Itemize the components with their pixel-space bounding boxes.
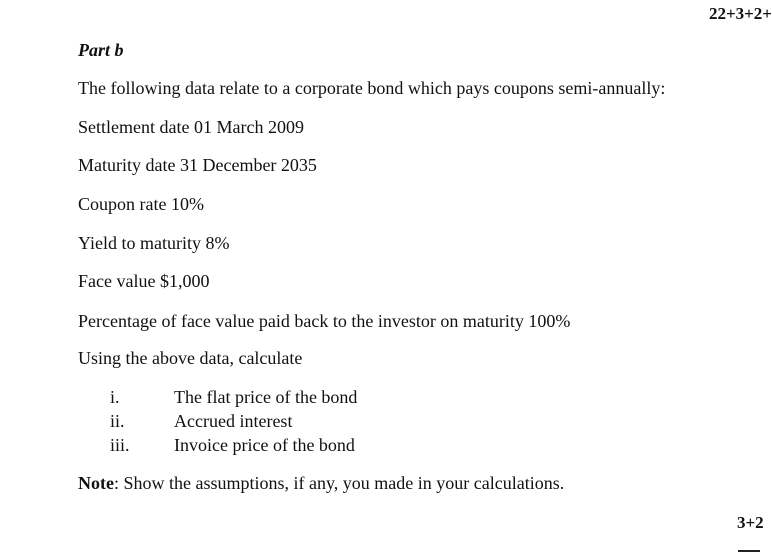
marks-allocation-top: 22+3+2+ [708,4,772,23]
maturity-date: Maturity date 31 December 2035 [78,155,317,175]
task-text: The flat price of the bond [174,387,358,407]
part-heading: Part b [78,40,124,60]
settlement-date: Settlement date 01 March 2009 [78,117,304,137]
task-text: Invoice price of the bond [174,435,355,455]
page-edge-mark [738,550,760,552]
yield-to-maturity: Yield to maturity 8% [78,233,230,253]
face-value: Face value $1,000 [78,271,210,291]
coupon-rate: Coupon rate 10% [78,194,204,214]
task-number: i. [110,387,120,407]
task-number: ii. [110,411,125,431]
note-label: Note [78,473,114,493]
task-number: iii. [110,435,130,455]
task-text: Accrued interest [174,411,293,431]
redemption-percentage: Percentage of face value paid back to the investor on maturity 100% [78,311,571,331]
instruction-text: Using the above data, calculate [78,348,303,368]
note-text: : Show the assumptions, if any, you made in your calculations. [113,473,565,493]
intro-text: The following data relate to a corporate bond which pays coupons semi-annually: [78,78,666,98]
note-line [78,473,564,494]
marks-allocation-bottom: 3+2 [737,513,764,532]
